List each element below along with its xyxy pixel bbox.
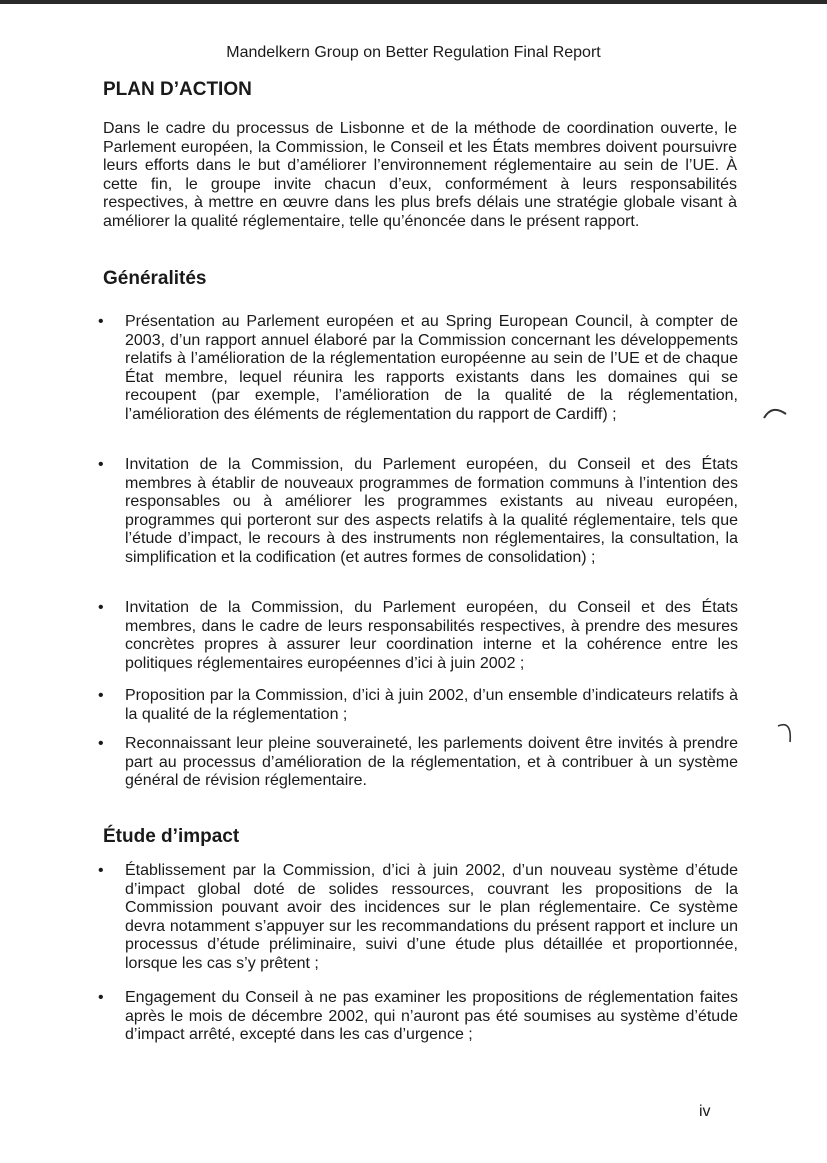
- bullet-icon: •: [98, 862, 104, 879]
- list-item: [98, 735, 738, 791]
- list-item: [98, 456, 738, 568]
- list-item-text: Présentation au Parlement européen et au Spring European Council, à compter de 2003, d’un rapport annuel élaboré par la Commission concernant les développements relatifs à l’amélioration de la réglementation européenne au sein de l’UE et de chaque État membre, lequel réunira les rapports existants dans les domaines qui se recoupent (par exemple, l’amélioration de la qualité de la réglementation, l’amélioration des éléments de réglementation du rapport de Cardiff) ;: [125, 313, 738, 423]
- bullet-icon: •: [98, 687, 104, 704]
- scan-artifact-icon: [770, 720, 800, 750]
- generalites-heading: Généralités: [103, 268, 207, 289]
- list-item-text: Établissement par la Commission, d’ici à juin 2002, d’un nouveau système d’étude d’impact global doté de solides ressources, couvrant les propositions de la Commission pouvant avoir des incidences sur le plan réglementaire. Ce système devra notamment s’appuyer sur les recommandations du présent rapport et inclure un processus d’étude préliminaire, suivi d’une étude plus détaillée et proportionnée, lorsque les cas s’y prêtent ;: [125, 862, 738, 972]
- list-item-text: Proposition par la Commission, d’ici à juin 2002, d’un ensemble d’indicateurs relatifs à la qualité de la réglementation ;: [125, 687, 738, 723]
- list-item: [98, 862, 738, 974]
- running-header: Mandelkern Group on Better Regulation Final Report: [226, 44, 601, 61]
- bullet-icon: •: [98, 989, 104, 1006]
- list-item-text: Invitation de la Commission, du Parlement européen, du Conseil et des États membres, dans le cadre de leurs responsabilités respectives, à prendre des mesures concrètes propres à assurer leur coordination interne et la cohérence entre les politiques réglementaires européennes d’ici à juin 2002 ;: [125, 599, 738, 672]
- section-title: PLAN D’ACTION: [103, 79, 252, 100]
- bullet-icon: •: [98, 313, 104, 330]
- etude-heading: Étude d’impact: [103, 826, 240, 847]
- intro-paragraph: Dans le cadre du processus de Lisbonne et de la méthode de coordination ouverte, le Parlement européen, la Commission, le Conseil et les États membres doivent poursuivre leurs efforts dans le but d’améliorer l’environnement réglementaire au sein de l’UE. À cette fin, le groupe invite chacun d’eux, conformément à leurs responsabilités respectives, à mettre en œuvre dans les plus brefs délais une stratégie globale visant à améliorer la qualité réglementaire, telle qu’énoncée dans le présent rapport.: [103, 120, 737, 230]
- list-item: [98, 989, 738, 1045]
- list-item-text: Invitation de la Commission, du Parlement européen, du Conseil et des États membres à établir de nouveaux programmes de formation communs à l’intention des responsables ou à améliorer les programmes existants au niveau européen, programmes qui porteront sur des aspects relatifs à la qualité réglementaire, tels que l’étude d’impact, le recours à des instruments non réglementaires, la consultation, la simplification et la codification (et autres formes de consolidation) ;: [125, 456, 738, 566]
- bullet-icon: •: [98, 456, 104, 473]
- scan-artifact-icon: [760, 400, 790, 424]
- list-item: [98, 599, 738, 673]
- top-border-line: [0, 0, 827, 4]
- page-number: iv: [699, 1103, 711, 1120]
- list-item: [98, 313, 738, 425]
- list-item-text: Reconnaissant leur pleine souveraineté, les parlements doivent être invités à prendre part au processus d’amélioration de la réglementation, et à contribuer à un système général de révision réglementaire.: [125, 735, 738, 790]
- list-item: [98, 687, 738, 724]
- list-item-text: Engagement du Conseil à ne pas examiner les propositions de réglementation faites après le mois de décembre 2002, qui n’auront pas été soumises au système d’étude d’impact arrêté, excepté dans les cas d’urgence ;: [125, 989, 738, 1044]
- bullet-icon: •: [98, 599, 104, 616]
- bullet-icon: •: [98, 735, 104, 752]
